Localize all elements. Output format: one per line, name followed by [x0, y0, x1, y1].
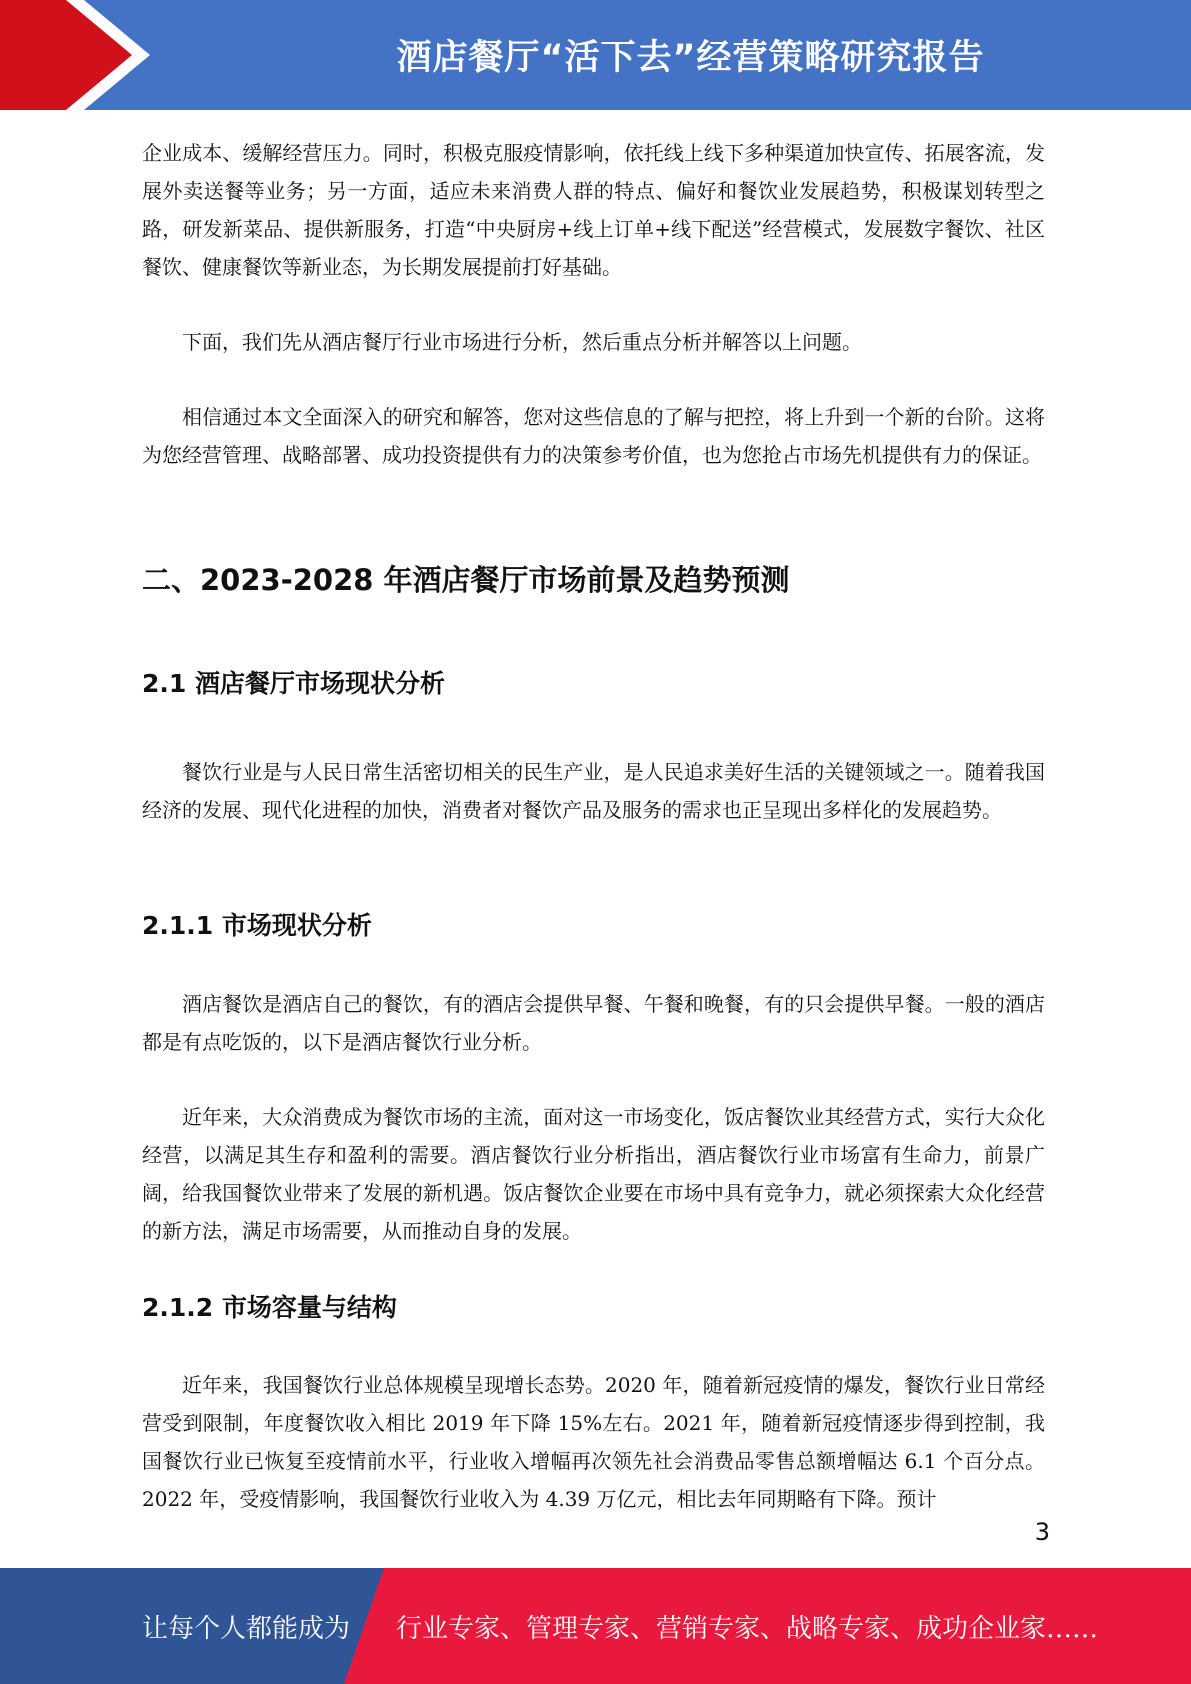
header-arrow-decoration	[0, 0, 160, 110]
subsection-heading-2-1-2: 2.1.2 市场容量与结构	[142, 1293, 397, 1322]
paragraph-hotel-catering: 酒店餐饮是酒店自己的餐饮，有的酒店会提供早餐、午餐和晚餐，有的只会提供早餐。一般的酒店都是有点吃饭的，以下是酒店餐饮行业分析。	[142, 992, 1045, 1054]
subsection-heading-2-1-1: 2.1.1 市场现状分析	[142, 911, 372, 940]
footer-slogan-right: 行业专家、管理专家、营销专家、战略专家、成功企业家……	[396, 1613, 1099, 1644]
paragraph-catering-industry: 餐饮行业是与人民日常生活密切相关的民生产业，是人民追求美好生活的关键领域之一。随着我国经济的发展、现代化进程的加快，消费者对餐饮产品及服务的需求也正呈现出多样化的发展趋势。	[142, 760, 1045, 822]
report-title: 酒店餐厅“活下去”经营策略研究报告	[396, 38, 985, 78]
paragraph-intro-continued: 企业成本、缓解经营压力。同时，积极克服疫情影响，依托线上线下多种渠道加快宣传、拓展客流，发展外卖送餐等业务；另一方面，适应未来消费人群的特点、偏好和餐饮业发展趋势，积极谋划转型之路，研发新菜品、提供新服务，打造“中央厨房+线上订单+线下配送”经营模式，发展数字餐饮、社区餐饮、健康餐饮等新业态，为长期发展提前打好基础。	[142, 141, 1045, 279]
section-heading-2: 二、2023-2028 年酒店餐厅市场前景及趋势预测	[142, 563, 790, 597]
page-number: 3	[1034, 1518, 1050, 1546]
paragraph-market-size: 近年来，我国餐饮行业总体规模呈现增长态势。2020 年，随着新冠疫情的爆发，餐饮行业日常经营受到限制，年度餐饮收入相比 2019 年下降 15%左右。2021 年，随着新冠疫情逐步得到控制，我国餐饮行业已恢复至疫情前水平，行业收入增幅再次领先社会消费品零售总额增幅达 6.1 个百分点。2022 年，受疫情影响，我国餐饮行业收入为 4.39 万亿元，相比去年同期略有下降。预计	[142, 1373, 1045, 1511]
paragraph-analysis-intro: 下面，我们先从酒店餐厅行业市场进行分析，然后重点分析并解答以上问题。	[182, 330, 862, 354]
subsection-heading-2-1: 2.1 酒店餐厅市场现状分析	[142, 669, 445, 698]
page-footer	[0, 1568, 1191, 1684]
footer-slogan-left: 让每个人都能成为	[142, 1613, 351, 1644]
page-header	[0, 0, 1191, 110]
paragraph-mass-consumption: 近年来，大众消费成为餐饮市场的主流，面对这一市场变化，饭店餐饮业其经营方式，实行大众化经营，以满足其生存和盈利的需要。酒店餐饮行业分析指出，酒店餐饮行业市场富有生命力，前景广阔，给我国餐饮业带来了发展的新机遇。饭店餐饮企业要在市场中具有竞争力，就必须探索大众化经营的新方法，满足市场需要，从而推动自身的发展。	[142, 1105, 1045, 1243]
paragraph-value-statement: 相信通过本文全面深入的研究和解答，您对这些信息的了解与把控，将上升到一个新的台阶。这将为您经营管理、战略部署、成功投资提供有力的决策参考价值，也为您抢占市场先机提供有力的保证。	[142, 405, 1045, 467]
